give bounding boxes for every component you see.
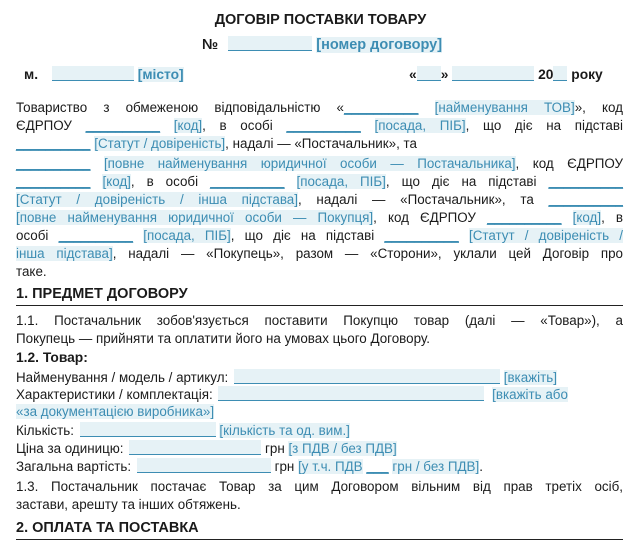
supplier-edrpou-placeholder[interactable]: [код] (102, 174, 131, 189)
company-name-field[interactable]: __________ (343, 100, 419, 115)
goods-spec-row (16, 386, 568, 404)
preamble-text: , що діє на підставі (230, 228, 375, 243)
preamble-line-2 (16, 117, 623, 135)
goods-spec-row-2 (16, 403, 214, 421)
preamble-text: , надалі — «Покупець», разом — «Сторони», уклали цей Договір про (112, 246, 624, 261)
supplier-fullname-field[interactable]: __________ (16, 156, 91, 171)
date-quote-close: » (440, 67, 449, 82)
total-price-row (16, 458, 483, 476)
goods-name-placeholder[interactable]: [вкажіть] (503, 370, 557, 385)
unit-price-placeholder[interactable]: [з ПДВ / без ПДВ] (288, 441, 397, 456)
goods-qty-label: Кількість: (16, 423, 74, 438)
preamble-text: , код ЄДРПОУ (373, 210, 476, 225)
number-sign: № (202, 37, 219, 53)
preamble-text: особі (16, 228, 49, 243)
preamble-text: , надалі — «Постачальник», та (225, 136, 417, 151)
supplier-position-field[interactable]: __________ (210, 174, 285, 189)
supplier-position-placeholder[interactable]: [посада, ПІБ] (296, 174, 386, 189)
date-line (409, 66, 603, 84)
preamble-text: , надалі — «Постачальник», та (297, 192, 534, 207)
preamble-line-7 (16, 209, 623, 227)
buyer-fullname-placeholder[interactable]: [повне найменування юридичної особи — Покупця] (16, 210, 374, 225)
buyer-code-placeholder[interactable]: [код] (572, 210, 602, 225)
supplier-edrpou-field[interactable]: __________ (16, 174, 91, 189)
preamble-text: , в (601, 210, 623, 225)
supplier-basis2-placeholder[interactable]: [Статут / довіреність / інша підстава] (16, 192, 298, 207)
section-1-heading: 1. ПРЕДМЕТ ДОГОВОРУ (16, 286, 623, 306)
total-price-period: . (479, 459, 483, 474)
preamble-line-9 (16, 245, 623, 263)
goods-spec-placeholder[interactable]: [вкажіть або (492, 387, 568, 402)
supplier-rep-field[interactable]: __________ (286, 118, 361, 133)
city-prefix: м. (24, 67, 39, 82)
clause-1-1-line-1: 1.1. Постачальник зобов'язується поставити Покупцю товар (далі — «Товар»), а (16, 313, 623, 328)
supplier-fullname-placeholder[interactable]: [повне найменування юридичної особи — Постачальника] (103, 156, 516, 171)
preamble-text: », код (574, 100, 623, 115)
unit-price-row (16, 440, 397, 458)
contract-number-field[interactable] (228, 36, 312, 51)
preamble-text: , в особі (130, 174, 199, 189)
buyer-rep-field[interactable]: __________ (58, 228, 134, 243)
city-field[interactable] (52, 66, 134, 81)
document-title: ДОГОВІР ПОСТАВКИ ТОВАРУ (214, 12, 427, 28)
goods-name-row (16, 369, 557, 387)
total-price-label: Загальна вартість: (16, 459, 132, 474)
company-name-placeholder[interactable]: [найменування ТОВ] (434, 100, 575, 115)
preamble-text: , що діє на підставі (465, 118, 623, 133)
clause-1-3-line-1: 1.3. Постачальник постачає Товар за цим Договором вільним від прав третіх осіб, (16, 479, 623, 494)
unit-price-label: Ціна за одиницю: (16, 441, 124, 456)
preamble-text: таке. (16, 264, 47, 279)
goods-qty-field[interactable] (80, 422, 216, 437)
date-day-field[interactable] (417, 66, 441, 81)
preamble-text: , що діє на підставі (385, 174, 537, 189)
preamble-line-3 (16, 135, 417, 153)
goods-spec-label: Характеристики / комплектація: (16, 387, 213, 402)
supplier-basis-field[interactable]: __________ (16, 136, 91, 151)
total-vat-placeholder-end[interactable]: грн / без ПДВ] (392, 459, 480, 474)
clause-1-2-heading: 1.2. Товар: (16, 350, 88, 365)
buyer-rep-placeholder[interactable]: [посада, ПІБ] (143, 228, 231, 243)
unit-price-currency: грн (264, 441, 285, 456)
goods-qty-placeholder[interactable]: [кількість та од. вим.] (219, 423, 350, 438)
city-placeholder[interactable]: [місто] (137, 67, 184, 82)
section-2-heading: 2. ОПЛАТА ТА ПОСТАВКА (16, 520, 623, 540)
date-year-suffix: року (571, 67, 603, 82)
buyer-basis-field[interactable]: __________ (384, 228, 459, 243)
preamble-line-10 (16, 263, 47, 281)
buyer-code-field[interactable]: __________ (487, 210, 562, 225)
preamble-text: Товариство з обмеженою відповідальністю « (16, 100, 344, 115)
preamble-line-4 (16, 155, 623, 173)
goods-name-label: Найменування / модель / артикул: (16, 370, 229, 385)
clause-1-1-line-2: Покупець — прийняти та оплатити його на умовах цього Договору. (16, 331, 430, 346)
goods-qty-row (16, 422, 350, 440)
goods-spec-field[interactable] (218, 386, 484, 401)
supplier-basis2-field[interactable]: __________ (548, 174, 623, 189)
preamble-line-8 (16, 227, 623, 245)
date-month-field[interactable] (452, 66, 534, 81)
unit-price-field[interactable] (129, 440, 261, 455)
clause-1-3-line-2: застави, арешту та інших обтяжень. (16, 497, 241, 512)
preamble-text: , в особі (202, 118, 273, 133)
preamble-line-1 (16, 99, 623, 117)
date-year-prefix: 20 (538, 67, 554, 82)
date-year-field[interactable] (553, 66, 567, 81)
buyer-basis-placeholder-cont[interactable]: інша підстава] (16, 246, 113, 261)
preamble-text: , код ЄДРПОУ (515, 156, 623, 171)
supplier-code-placeholder[interactable]: [код] (173, 118, 203, 133)
total-price-field[interactable] (137, 458, 271, 473)
contract-number-placeholder[interactable]: [номер договору] (316, 37, 443, 53)
goods-spec-placeholder-cont[interactable]: «за документацією виробника»] (16, 404, 215, 419)
total-price-currency: грн (274, 459, 295, 474)
buyer-basis-placeholder[interactable]: [Статут / довіреність / (469, 228, 623, 243)
preamble-line-5 (16, 173, 623, 191)
preamble-text: ЄДРПОУ (16, 118, 72, 133)
goods-name-field[interactable] (234, 369, 500, 384)
total-vat-placeholder[interactable]: [у т.ч. ПДВ (298, 459, 363, 474)
date-quote-open: « (409, 67, 417, 82)
supplier-rep-placeholder[interactable]: [посада, ПІБ] (374, 118, 466, 133)
supplier-basis-placeholder[interactable]: [Статут / довіреність] (94, 136, 226, 151)
supplier-code-field[interactable]: __________ (85, 118, 161, 133)
contract-number-line (202, 36, 442, 53)
buyer-name-field[interactable]: __________ (548, 192, 623, 207)
total-vat-field[interactable]: ___ (366, 459, 389, 474)
city-line (24, 66, 184, 84)
preamble-line-6 (16, 191, 623, 209)
